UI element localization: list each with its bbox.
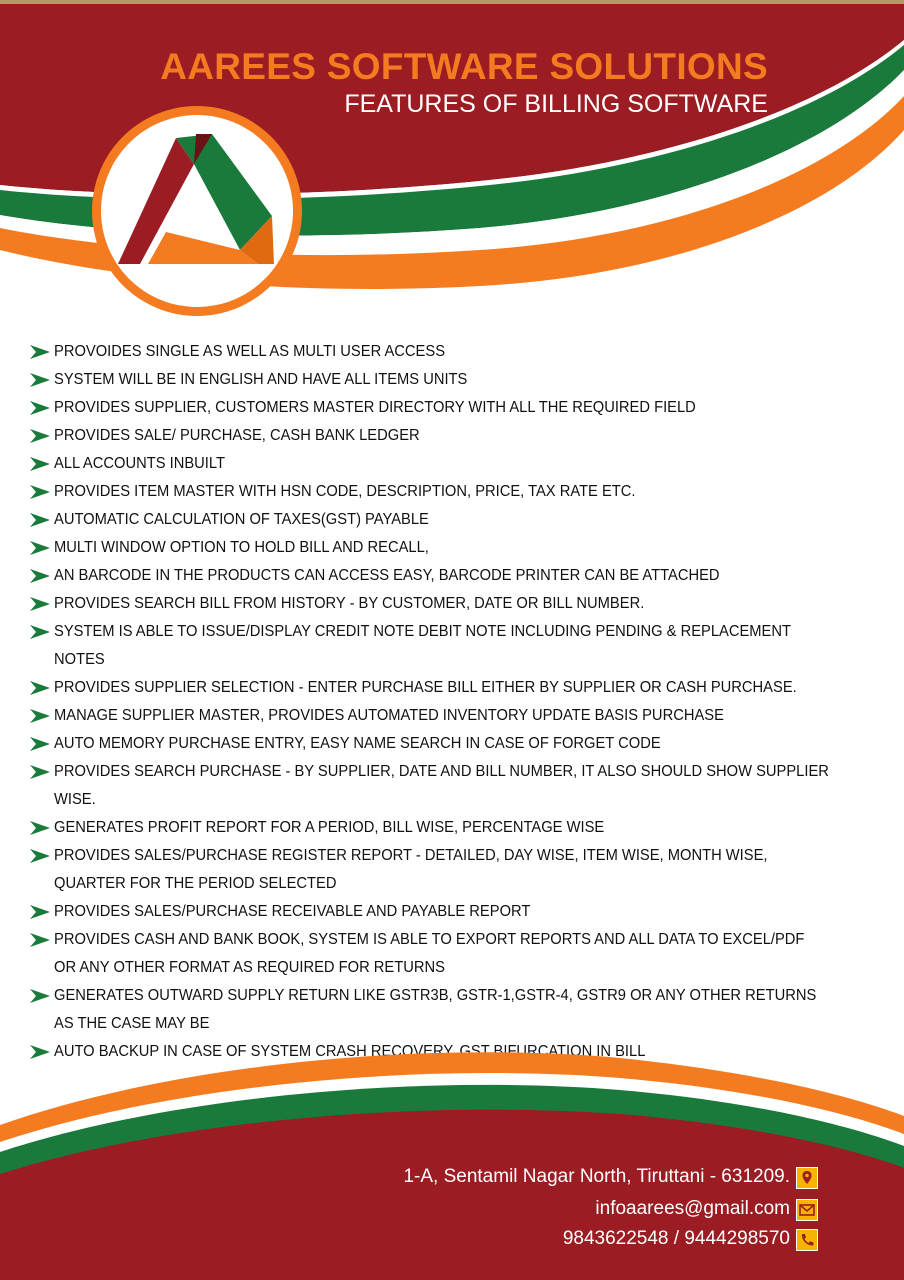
arrow-bullet-icon <box>30 590 54 618</box>
arrow-bullet-icon <box>30 506 54 534</box>
list-item <box>30 898 898 926</box>
list-item <box>30 366 898 394</box>
arrow-bullet-icon <box>30 814 54 842</box>
list-item <box>30 422 898 450</box>
list-item <box>30 730 898 758</box>
arrow-bullet-icon <box>30 394 54 422</box>
contact-email[interactable]: infoaarees@gmail.com <box>595 1198 790 1219</box>
feature-text: AN BARCODE IN THE PRODUCTS CAN ACCESS EASY, BARCODE PRINTER CAN BE ATTACHED <box>54 567 720 584</box>
list-item <box>30 338 898 366</box>
arrow-bullet-icon <box>30 618 54 646</box>
feature-text: PROVIDES SEARCH BILL FROM HISTORY - BY CUSTOMER, DATE OR BILL NUMBER. <box>54 595 645 612</box>
feature-text: PROVIDES SALE/ PURCHASE, CASH BANK LEDGER <box>54 427 420 444</box>
letter-a-logo <box>90 104 304 318</box>
feature-text: MANAGE SUPPLIER MASTER, PROVIDES AUTOMATED INVENTORY UPDATE BASIS PURCHASE <box>54 707 724 724</box>
feature-text: ALL ACCOUNTS INBUILT <box>54 455 225 472</box>
arrow-bullet-icon <box>30 478 54 506</box>
feature-text: AUTO BACKUP IN CASE OF SYSTEM CRASH RECOVERY, GST BIFURCATION IN BILL <box>54 1043 646 1060</box>
arrow-bullet-icon <box>30 674 54 702</box>
feature-text: PROVIDES SALES/PURCHASE REGISTER REPORT - DETAILED, DAY WISE, ITEM WISE, MONTH WISE, QUARTER FOR THE PERIOD SELECTED <box>54 847 768 892</box>
contact-phone[interactable]: 9843622548 / 9444298570 <box>562 1228 790 1249</box>
list-item <box>30 534 898 562</box>
arrow-bullet-icon <box>30 926 54 954</box>
arrow-bullet-icon <box>30 730 54 758</box>
list-item <box>30 674 898 702</box>
feature-text: PROVIDES CASH AND BANK BOOK, SYSTEM IS ABLE TO EXPORT REPORTS AND ALL DATA TO EXCEL/PDF OR ANY OTHER FORMAT AS REQUIRED FOR RETURNS <box>54 931 805 976</box>
feature-text: PROVIDES SALES/PURCHASE RECEIVABLE AND PAYABLE REPORT <box>54 903 531 920</box>
location-pin-icon <box>796 1167 818 1189</box>
phone-icon <box>796 1229 818 1251</box>
arrow-bullet-icon <box>30 702 54 730</box>
arrow-bullet-icon <box>30 562 54 590</box>
list-item <box>30 618 898 674</box>
document-subtitle: FEATURES OF BILLING SOFTWARE <box>344 90 768 118</box>
feature-text: AUTOMATIC CALCULATION OF TAXES(GST) PAYABLE <box>54 511 429 528</box>
list-item <box>30 842 898 898</box>
arrow-bullet-icon <box>30 366 54 394</box>
list-item <box>30 394 898 422</box>
feature-text: SYSTEM IS ABLE TO ISSUE/DISPLAY CREDIT NOTE DEBIT NOTE INCLUDING PENDING & REPLACEMENT NOTES <box>54 623 791 668</box>
feature-text: PROVIDES SUPPLIER SELECTION - ENTER PURCHASE BILL EITHER BY SUPPLIER OR CASH PURCHASE. <box>54 679 797 696</box>
feature-list <box>30 338 898 1066</box>
list-item <box>30 450 898 478</box>
arrow-bullet-icon <box>30 898 54 926</box>
list-item <box>30 506 898 534</box>
feature-text: AUTO MEMORY PURCHASE ENTRY, EASY NAME SEARCH IN CASE OF FORGET CODE <box>54 735 661 752</box>
contact-address: 1-A, Sentamil Nagar North, Tiruttani - 631209. <box>403 1166 790 1187</box>
arrow-bullet-icon <box>30 338 54 366</box>
list-item <box>30 478 898 506</box>
feature-text: GENERATES OUTWARD SUPPLY RETURN LIKE GSTR3B, GSTR-1,GSTR-4, GSTR9 OR ANY OTHER RETURNS AS THE CASE MAY BE <box>54 987 817 1032</box>
list-item <box>30 814 898 842</box>
arrow-bullet-icon <box>30 758 54 786</box>
feature-text: PROVIDES SEARCH PURCHASE - BY SUPPLIER, DATE AND BILL NUMBER, IT ALSO SHOULD SHOW SUPPLIER WISE. <box>54 763 829 808</box>
list-item <box>30 702 898 730</box>
feature-text: PROVIDES ITEM MASTER WITH HSN CODE, DESCRIPTION, PRICE, TAX RATE ETC. <box>54 483 636 500</box>
arrow-bullet-icon <box>30 982 54 1010</box>
company-name: AAREES SOFTWARE SOLUTIONS <box>160 46 768 87</box>
feature-text: PROVIDES SUPPLIER, CUSTOMERS MASTER DIRECTORY WITH ALL THE REQUIRED FIELD <box>54 399 696 416</box>
feature-text: MULTI WINDOW OPTION TO HOLD BILL AND RECALL, <box>54 539 429 556</box>
arrow-bullet-icon <box>30 450 54 478</box>
list-item <box>30 562 898 590</box>
envelope-icon <box>796 1199 818 1221</box>
list-item <box>30 758 898 814</box>
list-item <box>30 590 898 618</box>
feature-text: PROVOIDES SINGLE AS WELL AS MULTI USER ACCESS <box>54 343 446 360</box>
feature-text: SYSTEM WILL BE IN ENGLISH AND HAVE ALL ITEMS UNITS <box>54 371 468 388</box>
arrow-bullet-icon <box>30 422 54 450</box>
arrow-bullet-icon <box>30 842 54 870</box>
arrow-bullet-icon <box>30 534 54 562</box>
list-item <box>30 926 898 982</box>
feature-text: GENERATES PROFIT REPORT FOR A PERIOD, BILL WISE, PERCENTAGE WISE <box>54 819 605 836</box>
